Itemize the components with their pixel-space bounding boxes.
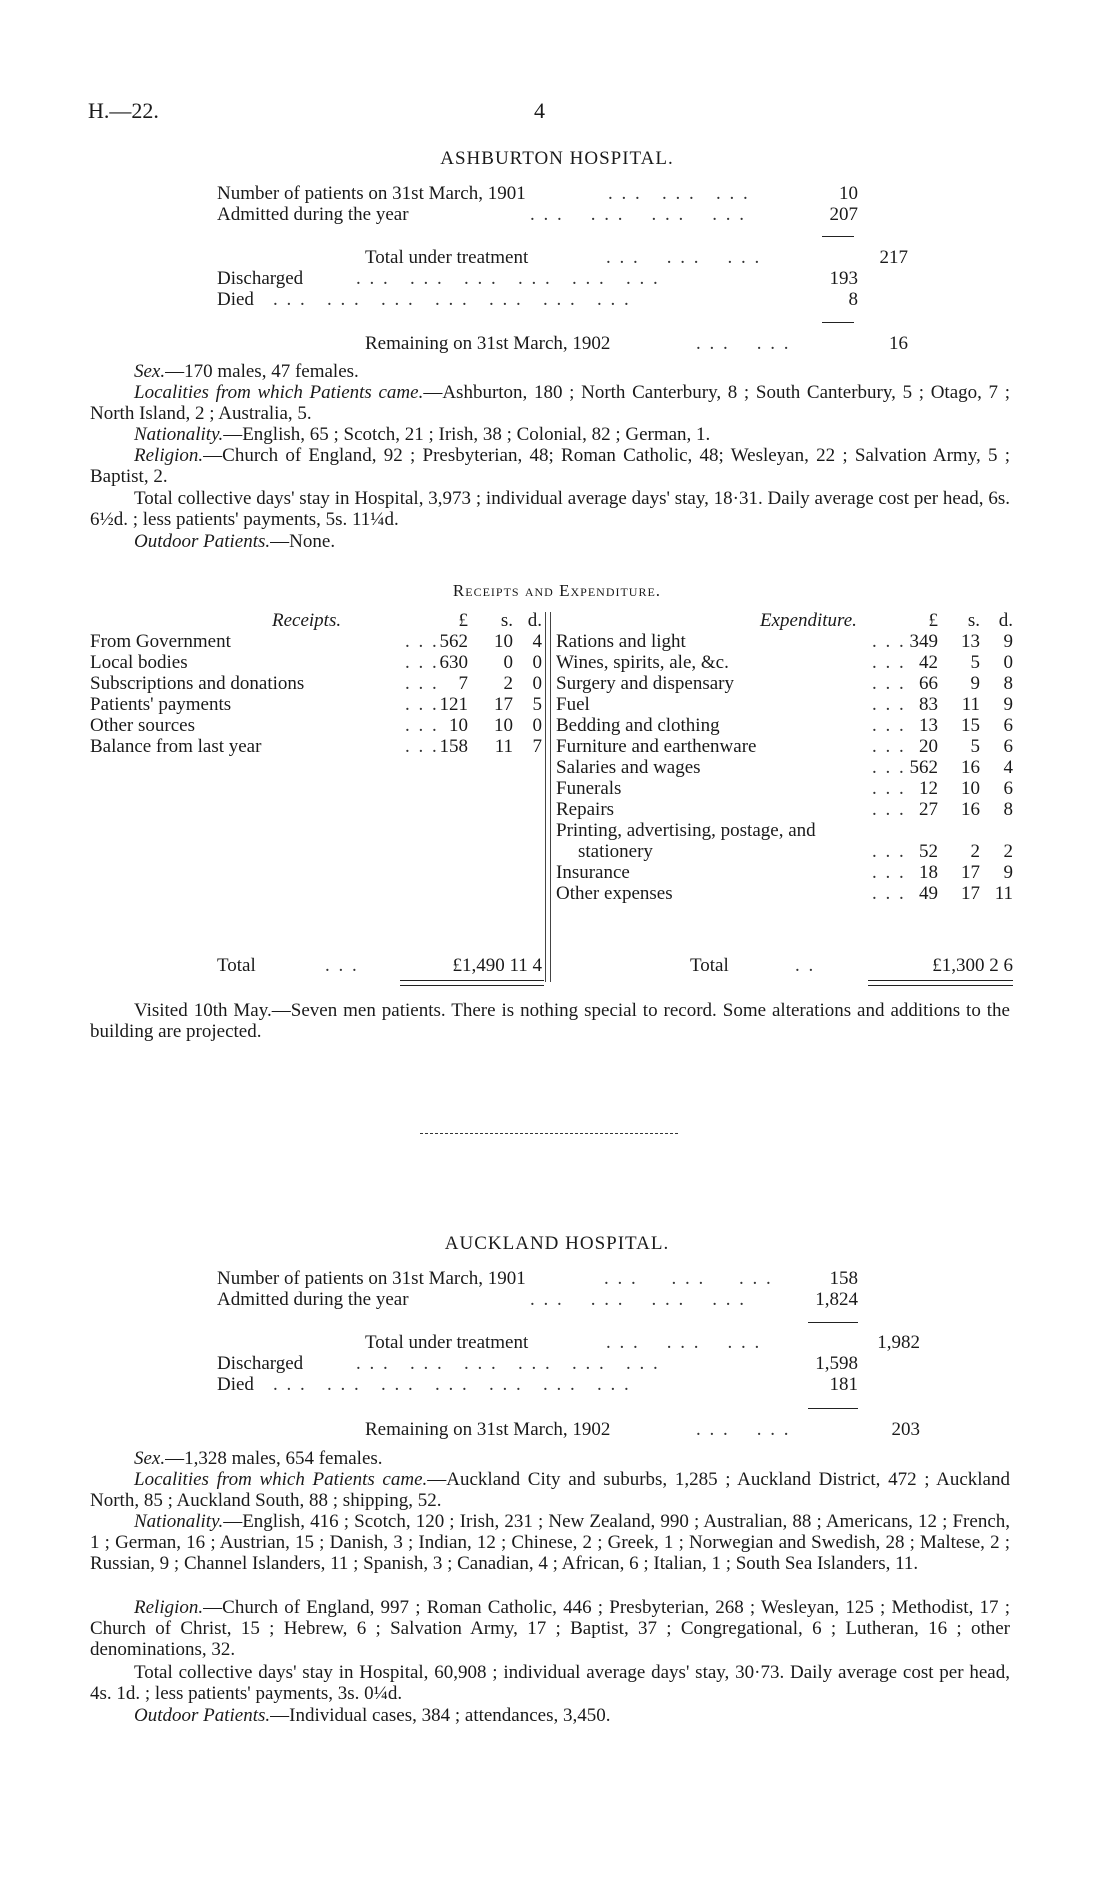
leader-dots: . . . . . . . . . . . . . . . . . .: [356, 268, 660, 289]
stat-value: 207: [829, 204, 858, 225]
stat-value: 16: [889, 333, 908, 354]
expenditure-pence: 9: [1003, 631, 1013, 652]
expenditure-shillings: 2: [970, 841, 980, 862]
para-text: —None.: [270, 531, 336, 552]
leader-dots: . . .: [872, 673, 906, 694]
col-pence: d.: [998, 610, 1013, 631]
para-label: Localities from which Patients came.: [134, 382, 424, 403]
expenditure-pounds: 18: [919, 862, 938, 883]
expenditure-pounds: 13: [919, 715, 938, 736]
report-code: H.—22.: [88, 98, 159, 123]
total-rule: [400, 985, 544, 986]
leader-dots: . . .: [872, 715, 906, 736]
stat-label: Number of patients on 31st March, 1901: [217, 1268, 526, 1289]
leader-dots: . . . . . . . . .: [604, 1268, 773, 1289]
col-pence: d.: [527, 610, 542, 631]
stat-label: Total under treatment: [365, 1332, 529, 1353]
receipt-pence: 0: [532, 652, 542, 673]
stat-label: Admitted during the year: [217, 204, 409, 225]
receipt-pence: 0: [532, 715, 542, 736]
col-pounds: £: [458, 610, 468, 631]
expenditure-pence: 8: [1003, 799, 1013, 820]
para-label: Sex.: [134, 1448, 166, 1469]
receipt-shillings: 2: [503, 673, 513, 694]
nationality-paragraph: [90, 1511, 1010, 1574]
outdoor-paragraph: [90, 531, 1010, 552]
para-text: —Ashburton, 180 ; North Canterbury, 8 ; South Canterbury, 5 ; Otago, 7 ; North Island, 2 ; Australia, 5.: [90, 382, 1011, 424]
stat-label: Total under treatment: [365, 247, 529, 268]
leader-dots: . . .: [872, 757, 906, 778]
visited-paragraph: Visited 10th May.—Seven men patients. There is nothing special to record. Some alterations and additions to the building are projected.: [90, 1000, 1010, 1042]
expenditure-shillings: 17: [961, 883, 980, 904]
leader-dots: . . .: [325, 955, 359, 976]
total-rule: [868, 980, 1013, 981]
expenditure-label: Printing, advertising, postage, and: [556, 820, 816, 841]
leader-dots: . . . . . .: [696, 1419, 791, 1440]
para-label: Localities from which Patients came.: [134, 1469, 428, 1490]
auckland-title: AUCKLAND HOSPITAL.: [444, 1233, 670, 1254]
stat-value: 158: [829, 1268, 858, 1289]
stat-label: Number of patients on 31st March, 1901: [217, 183, 526, 204]
para-text: —Church of England, 997 ; Roman Catholic, 446 ; Presbyterian, 268 ; Wesleyan, 125 ; Methodist, 17 ; Church of Christ, 15 ; Hebrew, 6 ; Salvation Army, 17 ; Baptist, 37 ; Congregational, 6 ; Lutheran, 16 ; other denominations, 32.: [90, 1597, 1010, 1660]
receipt-pounds: 10: [449, 715, 468, 736]
para-text: —English, 65 ; Scotch, 21 ; Irish, 38 ; Colonial, 82 ; German, 1.: [223, 424, 711, 445]
religion-paragraph: [90, 1597, 1010, 1660]
nationality-paragraph: [90, 424, 1010, 445]
receipt-pence: 5: [532, 694, 542, 715]
expenditure-pence: 0: [1003, 652, 1013, 673]
stat-label: Remaining on 31st March, 1902: [365, 333, 611, 354]
leader-dots: . . . . . .: [696, 333, 791, 354]
para-label: Sex.: [134, 361, 166, 382]
sum-rule: [822, 236, 854, 237]
localities-paragraph: [90, 382, 1010, 424]
sum-rule: [808, 1408, 858, 1409]
receipt-label: Patients' payments: [90, 694, 232, 715]
receipt-label: Subscriptions and donations: [90, 673, 305, 694]
receipts-heading: Receipts.: [272, 610, 342, 631]
stat-value: 193: [829, 268, 858, 289]
expenditure-pounds: 562: [909, 757, 938, 778]
para-label: Outdoor Patients.: [134, 531, 271, 552]
stat-value: 203: [891, 1419, 920, 1440]
para-text: —Auckland City and suburbs, 1,285 ; Auckland District, 472 ; Auckland North, 85 ; Auckland South, 88 ; shipping, 52.: [90, 1469, 1010, 1511]
expenditure-label: stationery: [578, 841, 653, 862]
expenditure-shillings: 5: [970, 652, 980, 673]
para-text: —Church of England, 92 ; Presbyterian, 48; Roman Catholic, 48; Wesleyan, 22 ; Salvation Army, 5 ; Baptist, 2.: [90, 445, 1010, 487]
leader-dots: . . .: [405, 715, 439, 736]
column-rule: [545, 612, 546, 982]
stay-paragraph: Total collective days' stay in Hospital, 3,973 ; individual average days' stay, 18·31. Daily average cost per head, 6s. 6½d. ; less patients' payments, 5s. 11¼d.: [90, 488, 1010, 530]
column-rule: [550, 612, 551, 982]
leader-dots: . . . . . . . . . . . .: [530, 1289, 746, 1310]
expenditure-label: Fuel: [556, 694, 590, 715]
expenditure-label: Insurance: [556, 862, 630, 883]
total-rule: [868, 985, 1013, 986]
expenditure-shillings: 10: [961, 778, 980, 799]
para-label: Nationality.: [134, 1511, 224, 1532]
sum-rule: [822, 322, 854, 323]
ashburton-title: ASHBURTON HOSPITAL.: [440, 148, 674, 169]
receipts-total-label: Total: [217, 955, 256, 976]
expenditure-pounds: 42: [919, 652, 938, 673]
expenditure-pounds: 12: [919, 778, 938, 799]
leader-dots: . . .: [872, 778, 906, 799]
expenditure-shillings: 13: [961, 631, 980, 652]
expenditure-total-label: Total: [690, 955, 729, 976]
leader-dots: . . . . . . . . . . . .: [530, 204, 746, 225]
leader-dots: . . .: [405, 631, 439, 652]
receipt-label: Balance from last year: [90, 736, 262, 757]
expenditure-pounds: 66: [919, 673, 938, 694]
sum-rule: [808, 1322, 858, 1323]
leader-dots: . . .: [872, 736, 906, 757]
expenditure-pence: 8: [1003, 673, 1013, 694]
leader-dots: . . .: [872, 841, 906, 862]
receipt-pence: 7: [532, 736, 542, 757]
receipt-label: From Government: [90, 631, 231, 652]
expenditure-pounds: 83: [919, 694, 938, 715]
stat-label: Died: [217, 1374, 254, 1395]
expenditure-pounds: 49: [919, 883, 938, 904]
receipt-pounds: 158: [439, 736, 468, 757]
stat-value: 217: [879, 247, 908, 268]
para-label: Outdoor Patients.: [134, 1705, 271, 1726]
expenditure-label: Repairs: [556, 799, 615, 820]
stat-value: 1,598: [815, 1353, 858, 1374]
leader-dots: . . .: [872, 799, 906, 820]
receipt-shillings: 10: [494, 715, 513, 736]
sex-paragraph: [90, 1448, 1010, 1469]
leader-dots: . . . . . . . . . . . . . . . . . .: [356, 1353, 660, 1374]
expenditure-shillings: 17: [961, 862, 980, 883]
receipt-pounds: 7: [458, 673, 468, 694]
stat-value: 10: [839, 183, 858, 204]
expenditure-pence: 6: [1003, 778, 1013, 799]
stat-label: Died: [217, 289, 254, 310]
expenditure-heading: Expenditure.: [760, 610, 857, 631]
total-rule: [400, 980, 544, 981]
expenditure-shillings: 11: [961, 694, 980, 715]
para-label: Religion.: [134, 1597, 204, 1618]
stat-label: Admitted during the year: [217, 1289, 409, 1310]
leader-dots: . . .: [872, 652, 906, 673]
para-text: —Individual cases, 384 ; attendances, 3,450.: [270, 1705, 611, 1726]
para-text: —170 males, 47 females.: [165, 361, 359, 382]
page-number: 4: [534, 98, 545, 123]
stat-label: Discharged: [217, 1353, 304, 1374]
para-label: Nationality.: [134, 424, 224, 445]
receipt-pence: 0: [532, 673, 542, 694]
leader-dots: . . . . . . . . .: [606, 247, 762, 268]
col-shillings: s.: [500, 610, 513, 631]
leader-dots: . . .: [872, 694, 906, 715]
expenditure-label: Salaries and wages: [556, 757, 701, 778]
receipt-shillings: 17: [494, 694, 513, 715]
receipt-pounds: 562: [439, 631, 468, 652]
para-text: —1,328 males, 654 females.: [165, 1448, 383, 1469]
leader-dots: . . . . . . . . .: [606, 1332, 762, 1353]
expenditure-total: £1,300 2 6: [932, 955, 1013, 976]
stat-label: Remaining on 31st March, 1902: [365, 1419, 611, 1440]
religion-paragraph: [90, 445, 1010, 487]
leader-dots: . . .: [872, 631, 906, 652]
receipt-label: Local bodies: [90, 652, 188, 673]
stat-value: 181: [829, 1374, 858, 1395]
receipt-pence: 4: [532, 631, 542, 652]
expenditure-pence: 4: [1003, 757, 1013, 778]
expenditure-pounds: 20: [919, 736, 938, 757]
sex-paragraph: [90, 361, 1010, 382]
receipt-shillings: 0: [503, 652, 513, 673]
expenditure-shillings: 15: [961, 715, 980, 736]
expenditure-shillings: 16: [961, 757, 980, 778]
para-text: —English, 416 ; Scotch, 120 ; Irish, 231 ; New Zealand, 990 ; Australian, 88 ; Americans, 12 ; French, 1 ; German, 16 ; Austrian, 15 ; Danish, 3 ; Indian, 12 ; Chinese, 2 ; Greek, 1 ; Norwegian and Swedish, 28 ; Maltese, 2 ; Russian, 9 ; Channel Islanders, 11 ; Spanish, 3 ; Canadian, 4 ; African, 6 ; Italian, 1 ; South Sea Islanders, 11.: [90, 1511, 1010, 1574]
expenditure-pence: 9: [1003, 694, 1013, 715]
leader-dots: . . . . . . . . . . . . . . . . . . . . .: [273, 289, 631, 310]
expenditure-label: Surgery and dispensary: [556, 673, 735, 694]
expenditure-pounds: 349: [909, 631, 938, 652]
expenditure-pence: 2: [1003, 841, 1013, 862]
stay-paragraph: Total collective days' stay in Hospital, 60,908 ; individual average days' stay, 30·73. Daily average cost per head, 4s. 1d. ; less patients' payments, 3s. 0¼d.: [90, 1662, 1010, 1704]
stat-value: 1,982: [877, 1332, 920, 1353]
leader-dots: . . .: [405, 736, 439, 757]
expenditure-label: Wines, spirits, ale, &c.: [556, 652, 729, 673]
stat-value: 1,824: [815, 1289, 858, 1310]
expenditure-label: Rations and light: [556, 631, 686, 652]
leader-dots: . . .: [872, 862, 906, 883]
expenditure-label: Funerals: [556, 778, 622, 799]
expenditure-pounds: 27: [919, 799, 938, 820]
localities-paragraph: [90, 1469, 1010, 1511]
receipt-pounds: 121: [439, 694, 468, 715]
leader-dots: . .: [795, 955, 816, 976]
receipts-total: £1,490 11 4: [452, 955, 542, 976]
expenditure-label: Other expenses: [556, 883, 673, 904]
leader-dots: . . .: [405, 673, 439, 694]
expenditure-label: Bedding and clothing: [556, 715, 720, 736]
expenditure-label: Furniture and earthenware: [556, 736, 757, 757]
para-label: Religion.: [134, 445, 204, 466]
expenditure-pence: 6: [1003, 736, 1013, 757]
leader-dots: . . . . . . . . .: [608, 183, 750, 204]
expenditure-pence: 9: [1003, 862, 1013, 883]
receipt-label: Other sources: [90, 715, 195, 736]
col-pounds: £: [928, 610, 938, 631]
stat-value: 8: [848, 289, 858, 310]
expenditure-shillings: 5: [970, 736, 980, 757]
receipt-pounds: 630: [439, 652, 468, 673]
leader-dots: . . .: [405, 652, 439, 673]
leader-dots: . . .: [872, 883, 906, 904]
expenditure-pence: 11: [994, 883, 1013, 904]
expenditure-pence: 6: [1003, 715, 1013, 736]
expenditure-pounds: 52: [919, 841, 938, 862]
leader-dots: . . .: [405, 694, 439, 715]
receipt-shillings: 11: [494, 736, 513, 757]
section-separator: [420, 1133, 678, 1134]
col-shillings: s.: [967, 610, 980, 631]
leader-dots: . . . . . . . . . . . . . . . . . . . . .: [273, 1374, 631, 1395]
receipt-shillings: 10: [494, 631, 513, 652]
expenditure-shillings: 16: [961, 799, 980, 820]
accounts-title: Receipts and Expenditure.: [452, 581, 662, 600]
stat-label: Discharged: [217, 268, 304, 289]
expenditure-shillings: 9: [970, 673, 980, 694]
outdoor-paragraph: [90, 1705, 1010, 1726]
